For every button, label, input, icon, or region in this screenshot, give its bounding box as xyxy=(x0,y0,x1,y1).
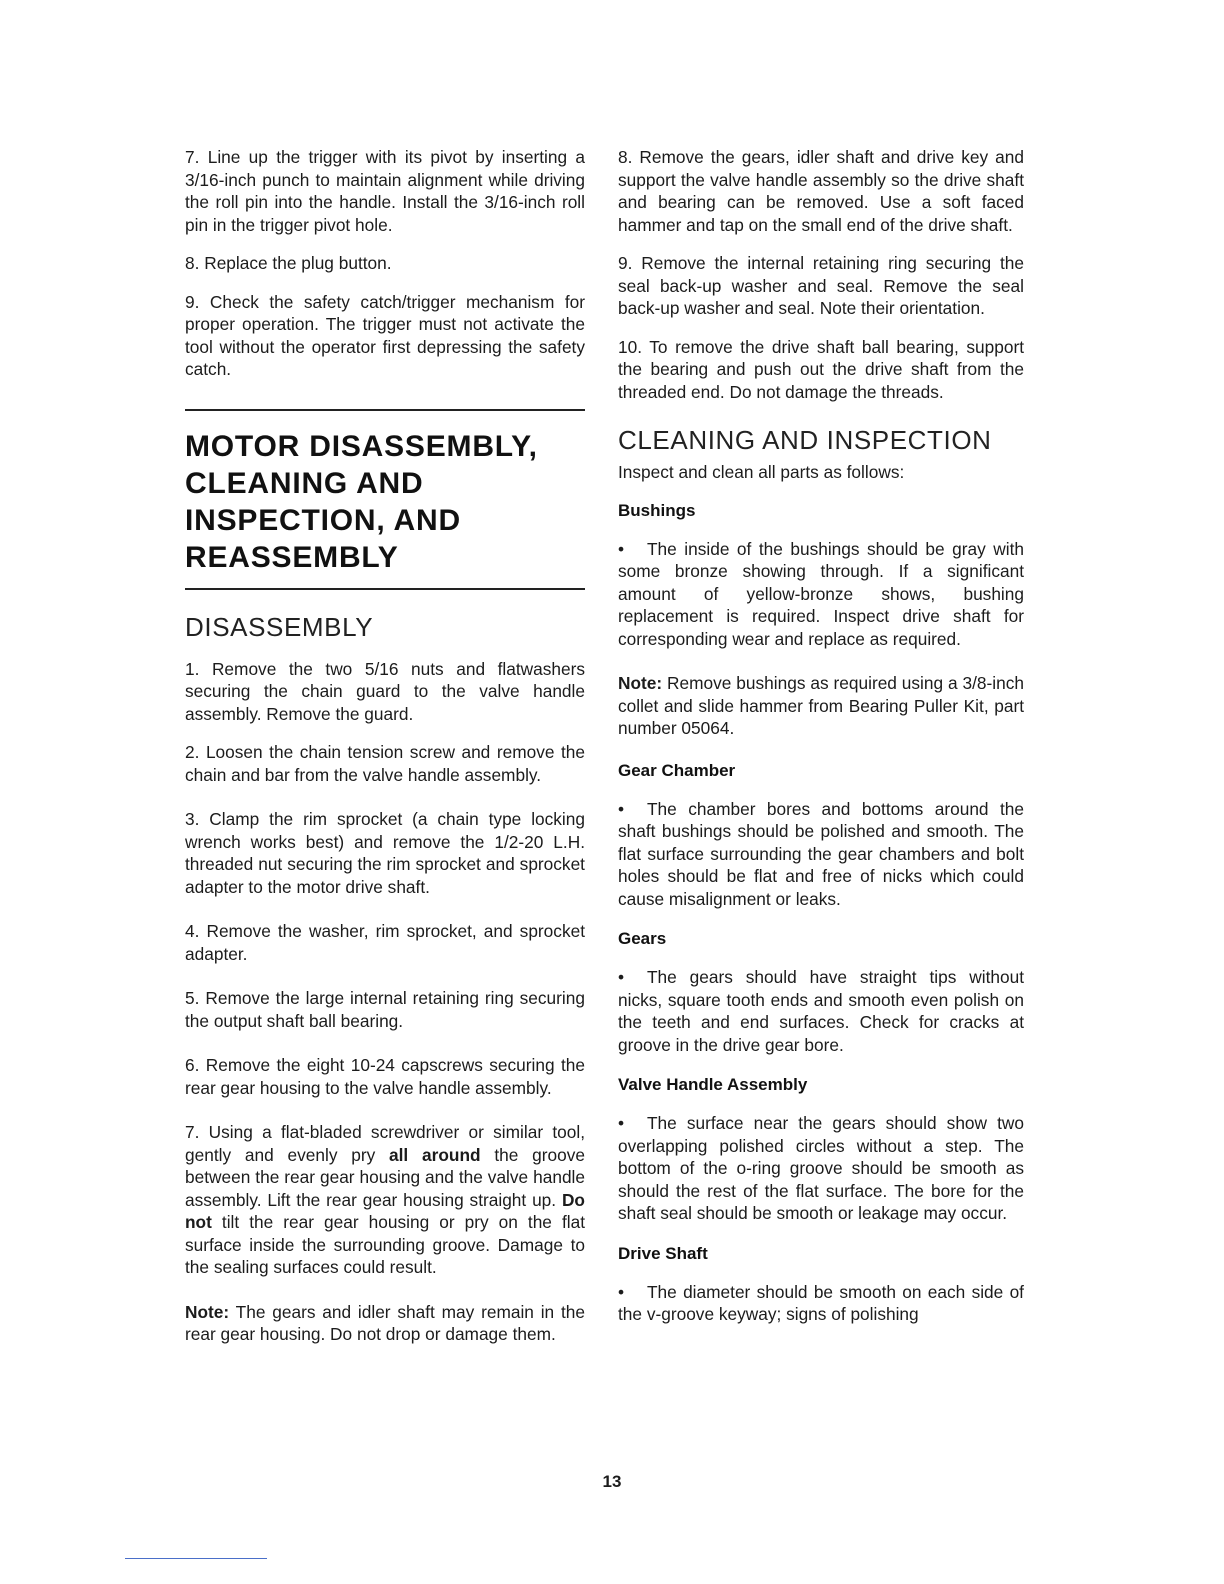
disassembly-step-1: 1. Remove the two 5/16 nuts and flatwashers securing the chain guard to the valve handle assembly. Remove the guard. xyxy=(185,658,585,724)
bullet-icon: • xyxy=(618,1281,625,1302)
footer-line xyxy=(125,1558,267,1559)
cleaning-heading: CLEANING AND INSPECTION xyxy=(618,425,992,455)
disassembly-step-5: 5. Remove the large internal retaining ring securing the output shaft ball bearing. xyxy=(185,988,585,1031)
section-title-line-2: CLEANING AND xyxy=(185,466,424,500)
page-number: 13 xyxy=(602,1472,622,1491)
disassembly-step-7: 7. Using a flat-bladed screwdriver or similar tool, gently and evenly pry all around the groove between the rear gear housing and the valve handle assembly. Lift the rear gear housing straight up. Do not tilt the rear gear housing or pry on the flat surface inside the surrounding groove. Damage to the sealing surfaces could result. xyxy=(185,1122,585,1277)
step-9-retaining-ring: 9. Remove the internal retaining ring securing the seal back-up washer and seal. Remove the seal back-up washer and seal. Note their orientation. xyxy=(618,253,1024,318)
valve-handle-heading: Valve Handle Assembly xyxy=(618,1075,808,1094)
valve-handle-item: • The surface near the gears should show two overlapping polished circles without a step. The bottom of the o-ring groove should be smooth as should the rest of the flat surface. The bore for the shaft seal should be smooth or leakage may occur. xyxy=(618,1113,1024,1223)
disassembly-note: Note: The gears and idler shaft may remain in the rear gear housing. Do not drop or damage them. xyxy=(185,1301,585,1344)
disassembly-step-3: 3. Clamp the rim sprocket (a chain type locking wrench works best) and remove the 1/2-20 L.H. threaded nut securing the rim sprocket and sprocket adapter to the motor drive shaft. xyxy=(185,809,585,897)
section-title-line-1: MOTOR DISASSEMBLY, xyxy=(185,429,538,463)
section-rule-top xyxy=(185,409,585,411)
right-column xyxy=(618,146,1024,1326)
drive-shaft-heading: Drive Shaft xyxy=(618,1243,708,1263)
step-8-remove-gears: 8. Remove the gears, idler shaft and drive key and support the valve handle assembly so the drive shaft and bearing can be removed. Use a soft faced hammer and tap on the small end of the drive shaft. xyxy=(618,147,1024,235)
bullet-icon: • xyxy=(618,538,625,559)
section-title xyxy=(185,428,585,576)
cleaning-intro: Inspect and clean all parts as follows: xyxy=(618,462,905,482)
disassembly-step-4: 4. Remove the washer, rim sprocket, and sprocket adapter. xyxy=(185,921,585,964)
disassembly-step-6: 6. Remove the eight 10-24 capscrews securing the rear gear housing to the valve handle assembly. xyxy=(185,1055,585,1098)
bullet-icon: • xyxy=(618,967,625,987)
bushings-heading: Bushings xyxy=(618,500,696,520)
step-7-trigger: 7. Line up the trigger with its pivot by inserting a 3/16-inch punch to maintain alignment while driving the roll pin into the handle. Install the 3/16-inch roll pin in the trigger pivot hole. xyxy=(185,147,585,235)
drive-shaft-item: • The diameter should be smooth on each side of the v-groove keyway; signs of polishing xyxy=(618,1281,1024,1324)
left-column xyxy=(185,146,585,1346)
disassembly-step-2: 2. Loosen the chain tension screw and remove the chain and bar from the valve handle assembly. xyxy=(185,742,585,785)
bullet-icon: • xyxy=(618,798,625,819)
gear-chamber-heading: Gear Chamber xyxy=(618,760,736,780)
step-10-ball-bearing: 10. To remove the drive shaft ball bearing, support the bearing and push out the drive shaft from the threaded end. Do not damage the threads. xyxy=(618,336,1024,402)
section-title-line-3: INSPECTION, AND xyxy=(185,503,461,537)
gears-item: • The gears should have straight tips without nicks, square tooth ends and smooth even polish on the teeth and end surfaces. Check for cracks at groove in the drive gear bore. xyxy=(618,967,1024,1055)
disassembly-heading: DISASSEMBLY xyxy=(185,611,374,642)
gears-heading: Gears xyxy=(618,929,667,948)
section-rule-bottom xyxy=(185,588,585,590)
bushings-item: • The inside of the bushings should be gray with some bronze showing through. If a significant amount of yellow-bronze shows, bushing replacement is required. Inspect drive shaft for corresponding wear and replace as required. xyxy=(618,538,1024,649)
step-9-safety-catch: 9. Check the safety catch/trigger mechanism for proper operation. The trigger must not activate the tool without the operator first depressing the safety catch. xyxy=(185,291,585,379)
bullet-icon: • xyxy=(618,1113,625,1133)
gear-chamber-item: • The chamber bores and bottoms around the shaft bushings should be polished and smooth. The flat surface surrounding the gear chambers and bolt holes should be flat and free of nicks which could cause misalignment or leaks. xyxy=(618,798,1024,909)
bushings-note: Note: Remove bushings as required using a 3/8-inch collet and slide hammer from Bearing Puller Kit, part number 05064. xyxy=(618,673,1024,738)
step-8-plug-button: 8. Replace the plug button. xyxy=(185,253,392,273)
section-title-line-4: REASSEMBLY xyxy=(185,540,399,574)
